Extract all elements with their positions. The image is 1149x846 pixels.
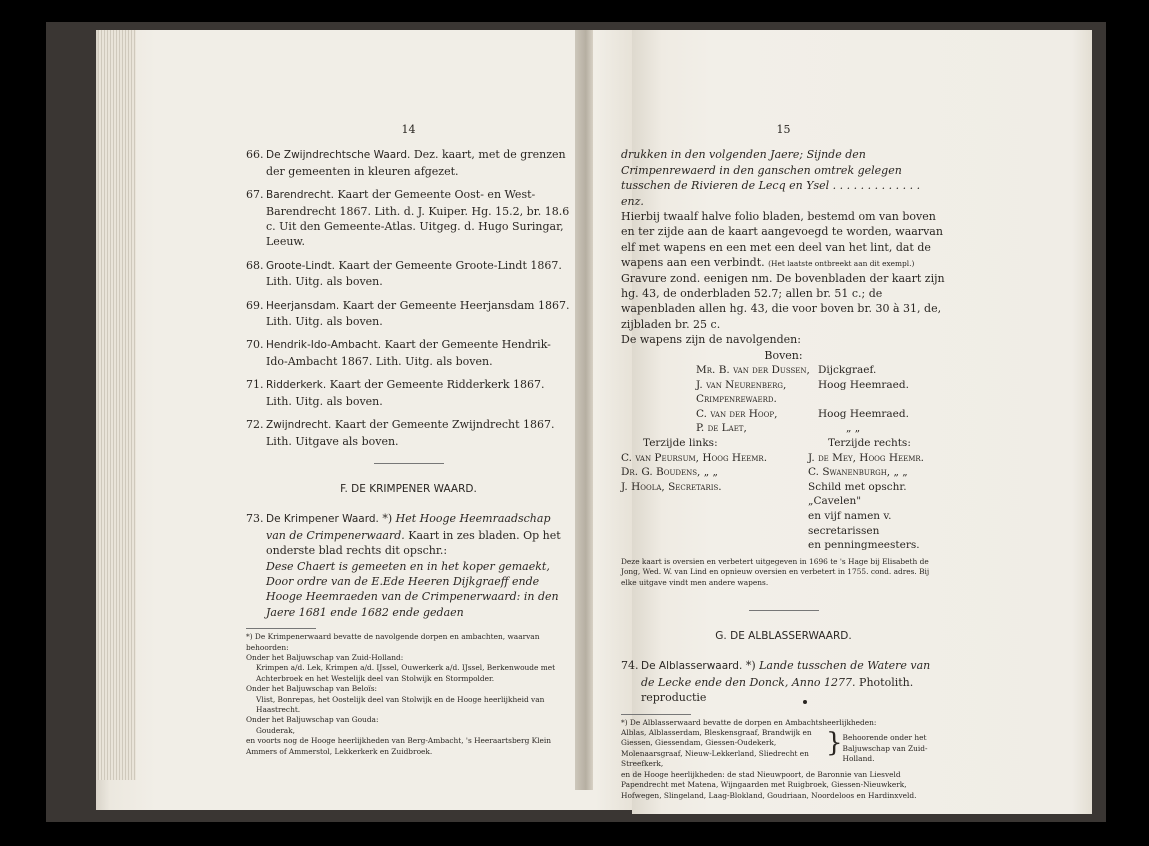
paragraph-note: (Het laatste ontbreekt aan dit exempl.) (768, 259, 915, 269)
brace: } (826, 728, 843, 759)
entry-number: 68. (246, 258, 264, 272)
footnote-left (246, 628, 571, 757)
footnote-line: Onder het Baljuwschap van Gouda: (246, 715, 379, 725)
footnote-rule (621, 714, 691, 715)
rechts-entry: en penningmeesters. (808, 539, 920, 552)
entry-heading: Groote-Lindt. (266, 259, 335, 272)
table-row (621, 538, 946, 553)
entry-heading: De Alblasserwaard. (641, 660, 743, 673)
entry-71 (246, 377, 571, 409)
entry-68 (246, 258, 571, 290)
footnote-line: Onder het Baljuwschap van Beloïs: (246, 684, 377, 694)
footnote-line: Gouderak, (256, 725, 295, 735)
entry-text: Kaart in zes bladen. Op het onderste blad rechts dit opschr.: (266, 528, 561, 558)
section-title-g: G. DE ALBLASSERWAARD. (715, 630, 852, 643)
entry-quote: Dese Chaert is gemeeten en in het koper gemaekt, Door ordre van de E.Ede Heeren Dijkgraeff ende Hooge Heemraeden van de Crimpenerwaard: in den Jaere 1681 ende 1682 ende gedaen (266, 559, 559, 619)
arms-name: Crimpenrewaerd. (696, 393, 777, 406)
entry-number: 72. (246, 418, 264, 432)
table-row (621, 728, 946, 770)
footnote-mark: *) (382, 512, 393, 526)
rechts-entry: Schild met opschr. „Cavelen" (808, 480, 907, 508)
divider (749, 610, 819, 611)
links-entry: Dr. G. Boudens, „ „ (621, 466, 718, 479)
entry-text: Kaart der Gemeente Ridderkerk 1867. Lith. Uitg. als boven. (266, 378, 545, 408)
page-number-right: 15 (776, 123, 791, 136)
entry-heading: Zwijndrecht. (266, 419, 332, 432)
entry-heading: Heerjansdam. (266, 299, 340, 312)
entry-heading: Ridderkerk. (266, 379, 327, 392)
entry-heading: De Zwijndrechtsche Waard. (266, 149, 411, 162)
table-row (621, 480, 946, 509)
entry-heading: De Krimpener Waard. (266, 513, 379, 526)
arms-role (818, 392, 909, 407)
entry-70 (246, 337, 571, 369)
table-row (696, 407, 909, 422)
rechts-entry: J. de Mey, Hoog Heemr. (808, 451, 925, 464)
links-entry: J. Hoola, Secretaris. (621, 480, 722, 493)
entry-text: Photolith. reproductie (641, 675, 914, 705)
footnote-line: Onder het Baljuwschap van Zuid-Holland: (246, 652, 404, 662)
entry-heading: Hendrik-Ido-Ambacht. (266, 339, 382, 352)
entry-text: Kaart der Gemeente Heerjansdam 1867. Lith. Uitg. als boven. (266, 298, 570, 329)
map-note: Deze kaart is oversien en verbetert uitgegeven in 1696 te 's Hage bij Elisabeth de Jong, Wed. W. van Lind en opnieuw oversien en verbetert in 1755. cond. adres. Bij elke uitgave vindt men andere wapens. (621, 556, 930, 587)
links-entry: C. van Peursum, Hoog Heemr. (621, 451, 768, 464)
footnote-line: *) De Krimpenerwaard bevatte de navolgende dorpen en ambachten, waarvan behoorden: (246, 632, 540, 652)
entry-67 (246, 187, 571, 250)
footnote-line: en voorts nog de Hooge heerlijkheden van Berg-Ambacht, 's Heeraartsberg Klein Ammers of Ammerstol, Lekkerkerk en Zuidbroek. (246, 736, 552, 756)
arms-name: C. van der Hoop, (696, 407, 778, 420)
table-row (621, 509, 946, 538)
footnote-brace-table (621, 728, 946, 770)
arms-role: Hoog Heemraed. (818, 407, 909, 420)
table-row (621, 451, 946, 466)
right-column (621, 122, 946, 801)
footnote-rule (246, 628, 316, 629)
paragraph: De wapens zijn de navolgenden: (621, 333, 801, 347)
entry-number: 74. (621, 659, 639, 673)
entry-number: 71. (246, 378, 264, 392)
gutter-shadow (575, 30, 593, 790)
arms-name: P. de Laet, (696, 422, 747, 435)
footnote-line: *) De Alblasserwaard bevatte de dorpen en Ambachtsheerlijkheden: (621, 717, 877, 727)
entry-number: 67. (246, 188, 264, 202)
paragraph: Gravure zond. eenigen nm. De bovenbladen der kaart zijn hg. 43, de onderbladen 52.7; allen br. 51 c.; de wapenbladen allen hg. 43, die voor boven br. 30 à 31, de, zijbladen br. 25 c. (621, 271, 945, 331)
arms-role: Hoog Heemraed. (818, 378, 909, 391)
entry-69 (246, 298, 571, 330)
terzijde-links-label: Terzijde links: (643, 437, 718, 450)
terzijde-table (621, 436, 946, 553)
entry-number: 73. (246, 512, 264, 526)
entry-74 (621, 658, 946, 705)
table-row (621, 465, 946, 480)
table-row (696, 363, 909, 378)
footnote-right (621, 714, 946, 801)
entry-73 (246, 511, 571, 620)
footnote-brace-text: Behoorende onder het Baljuwschap van Zuid-Holland. (842, 733, 928, 764)
entry-number: 70. (246, 338, 264, 352)
arms-name: J. van Neurenberg, (696, 378, 787, 391)
entry-title: Lande tusschen de Watere van de Lecke ende den Donck, Anno 1277. (641, 659, 931, 689)
entry-text: Kaart der Gemeente Zwijndrecht 1867. Lith. Uitgave als boven. (266, 418, 555, 448)
footnote-mark: *) (745, 659, 756, 673)
ink-dot (803, 700, 807, 704)
table-row (696, 421, 909, 436)
paragraph: Hierbij twaalf halve folio bladen, bestemd om van boven en ter zijde aan de kaart aangevoegd te worden, waarvan elf met wapens en een met een deel van het lint, dat de wapens aan een verbindt. (621, 210, 943, 270)
entry-title: Het Hooge Heemraadschap van de Crimpenerwaard. (266, 512, 551, 542)
table-row (696, 392, 909, 407)
left-column (246, 122, 571, 757)
entry-text: Dez. kaart, met de grenzen der gemeenten in kleuren afgezet. (266, 148, 566, 178)
entry-66 (246, 147, 571, 179)
arms-name: Mr. B. van der Dussen, (696, 364, 810, 377)
entry-number: 66. (246, 148, 264, 162)
footnote-line: en de Hooge heerlijkheden: de stad Nieuwpoort, de Baronnie van Liesveld Papendrecht met Matena, Wijngaarden met Ruigbroek, Giessen-Nieuwkerk, Hofwegen, Slingeland, Laag-Blokland, Goudriaan, Noordeloos en Hardinxveld. (621, 769, 917, 800)
page-edges (98, 30, 136, 780)
table-row (621, 436, 946, 451)
entry-number: 69. (246, 298, 264, 312)
entry-text: Kaart der Gemeente Groote-Lindt 1867. Lith. Uitg. als boven. (266, 258, 562, 289)
arms-role: Dijckgraef. (818, 364, 877, 377)
entry-text: Kaart der Gemeente Hendrik-Ido-Ambacht 1867. Lith. Uitg. als boven. (266, 338, 551, 368)
quote-continuation: drukken in den volgenden Jaere; Sijnde den Crimpenrewaerd in den ganschen omtrek gelegen tusschen de Rivieren de Lecq en Ysel . . . . . . . . . . . . . enz. (621, 148, 921, 208)
section-title-f: F. DE KRIMPENER WAARD. (340, 482, 477, 495)
entry-72 (246, 417, 571, 449)
footnote-line: Vlist, Bonrepas, het Oostelijk deel van Stolwijk en de Hooge heerlijkheid van Haastrecht. (256, 694, 545, 714)
footnote-line: Krimpen a/d. Lek, Krimpen a/d. IJssel, Ouwerkerk a/d. IJssel, Berkenwoude met Achterbroek en het Westelijk deel van Stolwijk en Stormpolder. (256, 663, 556, 683)
page-number-left: 14 (401, 123, 416, 136)
entry-text: Kaart der Gemeente Oost- en West-Barendrecht 1867. Lith. d. J. Kuiper. Hg. 15.2, br. 18.6 c. Uit den Gemeente-Atlas. Uitgeg. d. Hugo Suringar, Leeuw. (266, 188, 570, 249)
boven-table (696, 363, 909, 436)
footnote-list: Alblas, Alblasserdam, Bleskensgraaf, Brandwijk en Giessen, Giessendam, Giessen-Oudekerk, Molenaarsgraaf, Nieuw-Lekkerland, Sliedrecht en Streefkerk, (621, 728, 812, 769)
terzijde-rechts-label: Terzijde rechts: (828, 437, 911, 450)
rechts-entry: en vijf namen v. secretarissen (808, 510, 892, 537)
boven-label: Boven: (764, 348, 803, 362)
divider (374, 463, 444, 464)
arms-role: „ „ (846, 422, 861, 435)
rechts-entry: C. Swanenburgh, „ „ (808, 466, 908, 479)
entry-heading: Barendrecht. (266, 189, 334, 202)
table-row (696, 378, 909, 393)
